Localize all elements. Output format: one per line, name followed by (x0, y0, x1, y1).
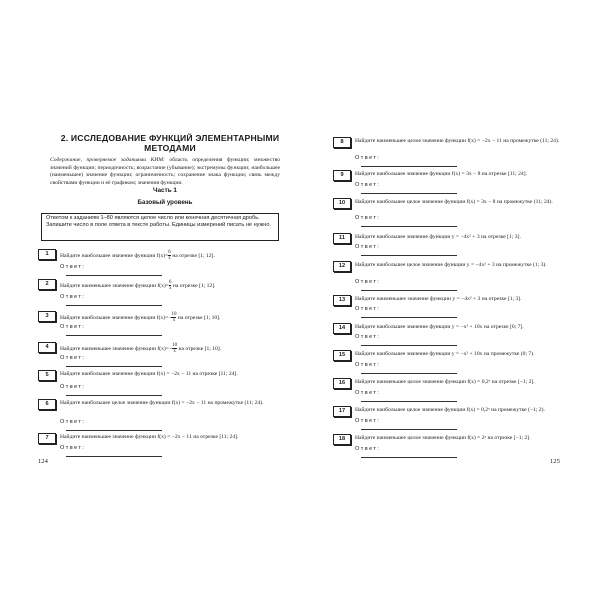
answer-field[interactable]: Ответ: (355, 244, 457, 258)
task-number: 15 (333, 350, 351, 361)
task-question: Найдите наименьшее значение функции f(x) = −2x − 11 на отрезке [11; 24]. (60, 434, 239, 440)
task-number: 16 (333, 378, 351, 389)
answer-field[interactable]: Ответ: (355, 334, 457, 348)
intro-label: Содержание, проверяемое заданиями КИМ: (50, 157, 165, 163)
answer-field[interactable]: Ответ: (60, 384, 162, 398)
task-number: 11 (333, 233, 351, 244)
task-number: 3 (38, 311, 56, 322)
task-question: Найдите наименьшее целое значение функции f(x) = 0,2ˣ на отрезке [−1; 2]. (355, 379, 535, 385)
answer-field[interactable]: Ответ: (355, 306, 457, 320)
task-number: 9 (333, 170, 351, 181)
task-number: 4 (38, 342, 56, 353)
task-question: Найдите наименьшее целое значение функции f(x) = −2x − 11 на промежутке (11; 24). (355, 138, 560, 144)
answer-field[interactable]: Ответ: (355, 155, 457, 169)
task-number: 12 (333, 261, 351, 272)
task-question: Найдите наибольшее значение функции f(x)= $\frac{6}{x}$ на отрезке [1; 12]. (60, 250, 215, 261)
answer-field[interactable]: Ответ: (60, 294, 162, 308)
task-question: Найдите наибольшее целое значение функции y = −4x² + 3 на промежутке (1; 3). (355, 262, 547, 268)
answer-field[interactable]: Ответ: (355, 446, 457, 460)
task-question: Найдите наименьшее значение функции f(x)= $\frac{6}{x}$ на отрезке [1; 12]. (60, 280, 216, 291)
answer-field[interactable]: Ответ: (60, 445, 162, 459)
instructions-box: Ответом к заданиям 1–80 являются целое число или конечная десятичная дробь. Запишите число в поле ответа в тексте работы. Единицы измерений писать не нужно. (41, 213, 279, 241)
task-number: 8 (333, 137, 351, 148)
task-question: Найдите наибольшее значение функции f(x)=− $\frac{10}{x}$ на отрезке [1; 10]. (60, 312, 221, 323)
section-title: 2. ИССЛЕДОВАНИЕ ФУНКЦИЙ ЭЛЕМЕНТАРНЫМИ МЕТОДАМИ (60, 133, 280, 153)
answer-field[interactable]: Ответ: (60, 264, 162, 278)
answer-field[interactable]: Ответ: (355, 279, 457, 293)
task-question: Найдите наибольшее значение функции y = −x² + 10x на промежутке (0; 7). (355, 351, 535, 357)
task-number: 18 (333, 434, 351, 445)
task-question: Найдите наименьшее значение функции y = −4x² + 3 на отрезке [1; 3]. (355, 296, 522, 302)
task-number: 5 (38, 370, 56, 381)
answer-field[interactable]: Ответ: (60, 419, 162, 433)
task-question: Найдите наибольшее целое значение функции f(x) = −2x − 11 на промежутке (11; 24). (60, 400, 264, 406)
page-number-right: 125 (550, 458, 560, 465)
task-number: 7 (38, 433, 56, 444)
task-number: 10 (333, 198, 351, 209)
level-title: Базовый уровень (137, 199, 193, 206)
answer-field[interactable]: Ответ: (355, 215, 457, 229)
task-number: 14 (333, 323, 351, 334)
intro-text: область определения функции; множество значений функции; периодичность; возрастание (убывание); экстремумы функции; наибольшее (наименьшее) значение функции; ограниченность; сохранение знака функции; связь между свойствами функции и её графиком; значения функции. (50, 157, 280, 186)
answer-field[interactable]: Ответ: (60, 355, 162, 369)
task-question: Найдите наибольшее значение функции y = −4x² + 3 на отрезке [1; 3]. (355, 234, 521, 240)
answer-field[interactable]: Ответ: (355, 418, 457, 432)
task-question: Найдите наибольшее целое значение функции f(x) = 0,2ˣ на промежутке (−1; 2). (355, 407, 545, 413)
intro-paragraph (50, 157, 280, 187)
task-question: Найдите наименьшее целое значение функции f(x) = 2ˣ на отрезке [−1; 2]. (355, 435, 531, 441)
fraction: $\frac{10}{x}$ (172, 343, 178, 354)
fraction: $\frac{10}{x}$ (171, 312, 177, 323)
task-question: Найдите наименьшее значение функции f(x)=− $\frac{10}{x}$ на отрезке [1; 10]. (60, 343, 222, 354)
answer-field[interactable]: Ответ: (355, 362, 457, 376)
task-number: 6 (38, 399, 56, 410)
task-question: Найдите наибольшее значение функции f(x) = −2x − 11 на отрезке [11; 24]. (60, 371, 238, 377)
fraction: $\frac{6}{x}$ (168, 280, 172, 291)
task-number: 2 (38, 279, 56, 290)
task-number: 17 (333, 406, 351, 417)
part-title: Часть 1 (153, 187, 177, 194)
answer-field[interactable]: Ответ: (355, 390, 457, 404)
task-question: Найдите наибольшее значение функции f(x) = 3x − 8 на отрезке [11; 24]. (355, 171, 527, 177)
task-number: 1 (38, 249, 56, 260)
task-question: Найдите наибольшее целое значение функции f(x) = 3x − 8 на промежутке (11; 24). (355, 199, 553, 205)
task-number: 13 (333, 295, 351, 306)
answer-field[interactable]: Ответ: (60, 324, 162, 338)
page-number-left: 124 (38, 458, 48, 465)
fraction: $\frac{6}{x}$ (168, 250, 171, 261)
answer-field[interactable]: Ответ: (355, 182, 457, 196)
right-page (300, 0, 600, 600)
task-question: Найдите наибольшее значение функции y = −x² + 10x на отрезке [0; 7]. (355, 324, 524, 330)
